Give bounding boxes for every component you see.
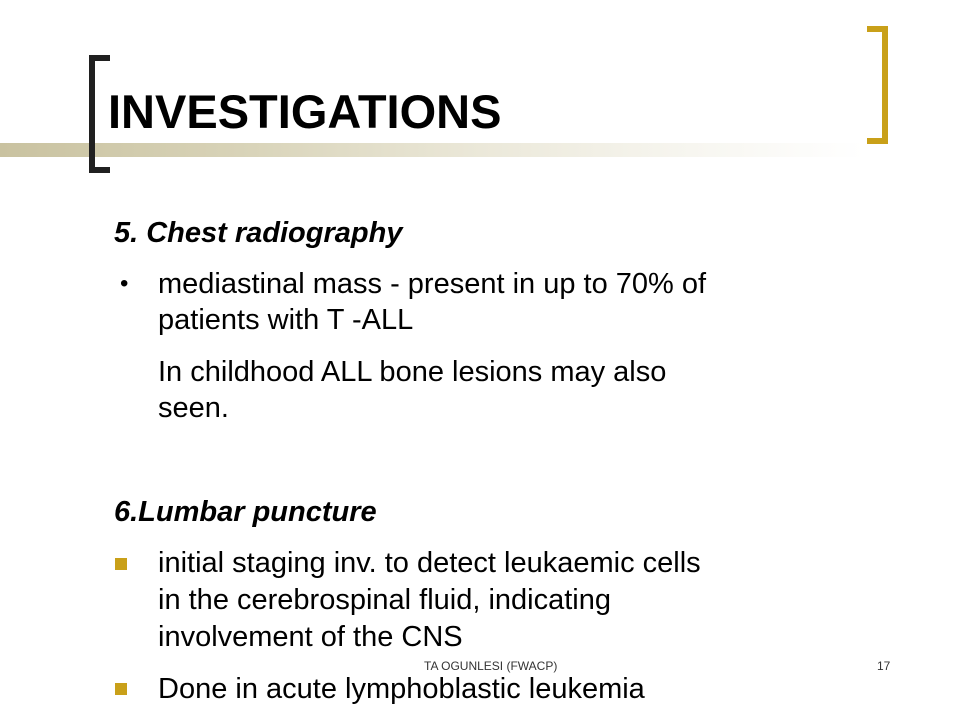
bullet-text-line: initial staging inv. to detect leukaemic cells [158,547,701,579]
square-bullet-icon [115,683,127,695]
bullet-dot-icon: • [120,270,129,297]
bullet-text-line: mediastinal mass - present in up to 70% of [158,268,707,300]
bullet-text-line: patients with T -ALL [158,304,414,336]
section-heading-chest-radiography: 5. Chest radiography [114,217,403,249]
title-decoration-band [0,143,960,157]
bullet-text-line: involvement of the CNS [158,621,463,653]
bullet-text-line: in the cerebrospinal fluid, indicating [158,584,611,616]
bullet-text-line: seen. [158,392,229,424]
footer-page-number: 17 [877,659,891,673]
square-bullet-icon [115,558,127,570]
bullet-text-line: Done in acute lymphoblastic leukemia [158,673,645,705]
left-bracket-decoration [89,55,110,173]
section-heading-lumbar-puncture: 6.Lumbar puncture [114,496,377,528]
bullet-text-line: In childhood ALL bone lesions may also [158,356,667,388]
slide-title: INVESTIGATIONS [108,88,505,135]
right-bracket-decoration [867,26,888,144]
footer-author: TA OGUNLESI (FWACP) [424,659,558,673]
